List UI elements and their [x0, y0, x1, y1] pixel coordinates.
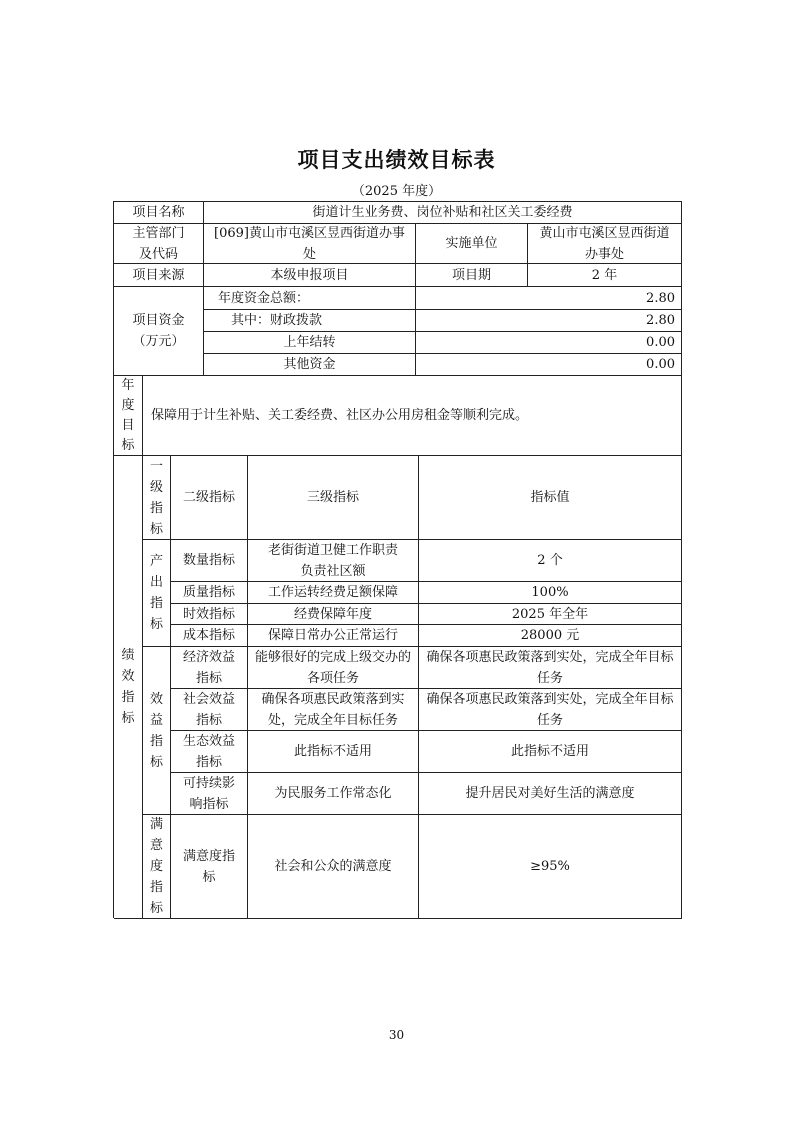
- page-number: 30: [388, 1028, 405, 1042]
- indicator-value: 提升居民对美好生活的满意度: [419, 773, 682, 815]
- indicator-value: 100%: [419, 582, 682, 604]
- indicator-l3: 经费保障年度: [248, 604, 419, 625]
- indicator-l3: 确保各项惠民政策落到实处，完成全年目标任务: [248, 689, 419, 731]
- goal-label: 年度目标: [114, 376, 143, 456]
- indicator-l3: 能够很好的完成上级交办的各项任务: [248, 647, 419, 689]
- dept-value: [069]黄山市屯溪区昱西街道办事处: [204, 224, 416, 264]
- indicator-l2: 可持续影响指标: [171, 773, 248, 815]
- fund-row-value: 0.00: [416, 354, 682, 376]
- group-satisfaction: 满意度指标: [143, 815, 171, 919]
- indicator-l2: 满意度指标: [171, 815, 248, 919]
- fund-row-value: 2.80: [416, 310, 682, 332]
- dept-label: 主管部门及代码: [114, 224, 204, 264]
- project-name-label: 项目名称: [114, 202, 204, 224]
- impl-label: 实施单位: [416, 224, 528, 264]
- page-title: 项目支出绩效目标表: [297, 148, 496, 172]
- fund-row-value: 0.00: [416, 332, 682, 354]
- indicator-value: 2 个: [419, 540, 682, 582]
- indicator-l3: 老街街道卫健工作职责负责社区额: [248, 540, 419, 582]
- indicator-value: 此指标不适用: [419, 731, 682, 773]
- fund-row-label: 其中：财政拨款: [204, 310, 416, 332]
- impl-value: 黄山市屯溪区昱西街道办事处: [528, 224, 682, 264]
- project-name-value: 街道计生业务费、岗位补贴和社区关工委经费: [204, 202, 682, 224]
- fund-row-label: 上年结转: [204, 332, 416, 354]
- source-value: 本级申报项目: [204, 264, 416, 287]
- indicator-l3: 此指标不适用: [248, 731, 419, 773]
- source-label: 项目来源: [114, 264, 204, 287]
- indicator-value: 确保各项惠民政策落到实处，完成全年目标任务: [419, 689, 682, 731]
- year-subtitle: （2025 年度）: [351, 184, 442, 199]
- group-output: 产出指标: [143, 540, 171, 647]
- indicator-value: 2025 年全年: [419, 604, 682, 625]
- performance-table: [113, 201, 682, 918]
- header-level3: 三级指标: [248, 456, 419, 540]
- indicator-l3: 工作运转经费足额保障: [248, 582, 419, 604]
- period-label: 项目期: [416, 264, 528, 287]
- indicator-l2: 社会效益指标: [171, 689, 248, 731]
- indicator-l3: 保障日常办公正常运行: [248, 625, 419, 647]
- indicator-l3: 社会和公众的满意度: [248, 815, 419, 919]
- indicator-l2: 成本指标: [171, 625, 248, 647]
- indicator-l3: 为民服务工作常态化: [248, 773, 419, 815]
- indicators-label: 绩效指标: [114, 456, 143, 919]
- header-level1: 一级指标: [143, 456, 171, 540]
- funds-label: 项目资金（万元）: [114, 287, 204, 376]
- indicator-l2: 经济效益指标: [171, 647, 248, 689]
- indicator-l2: 时效指标: [171, 604, 248, 625]
- fund-row-label: 年度资金总额：: [204, 287, 416, 310]
- indicator-l2: 质量指标: [171, 582, 248, 604]
- indicator-value: 28000 元: [419, 625, 682, 647]
- indicator-l2: 数量指标: [171, 540, 248, 582]
- goal-text: 保障用于计生补贴、关工委经费、社区办公用房租金等顺利完成。: [143, 376, 682, 456]
- indicator-value: ≥95%: [419, 815, 682, 919]
- header-value: 指标值: [419, 456, 682, 540]
- fund-row-label: 其他资金: [204, 354, 416, 376]
- group-benefit: 效益指标: [143, 647, 171, 815]
- period-value: 2 年: [528, 264, 682, 287]
- indicator-value: 确保各项惠民政策落到实处，完成全年目标任务: [419, 647, 682, 689]
- indicator-l2: 生态效益指标: [171, 731, 248, 773]
- fund-row-value: 2.80: [416, 287, 682, 310]
- header-level2: 二级指标: [171, 456, 248, 540]
